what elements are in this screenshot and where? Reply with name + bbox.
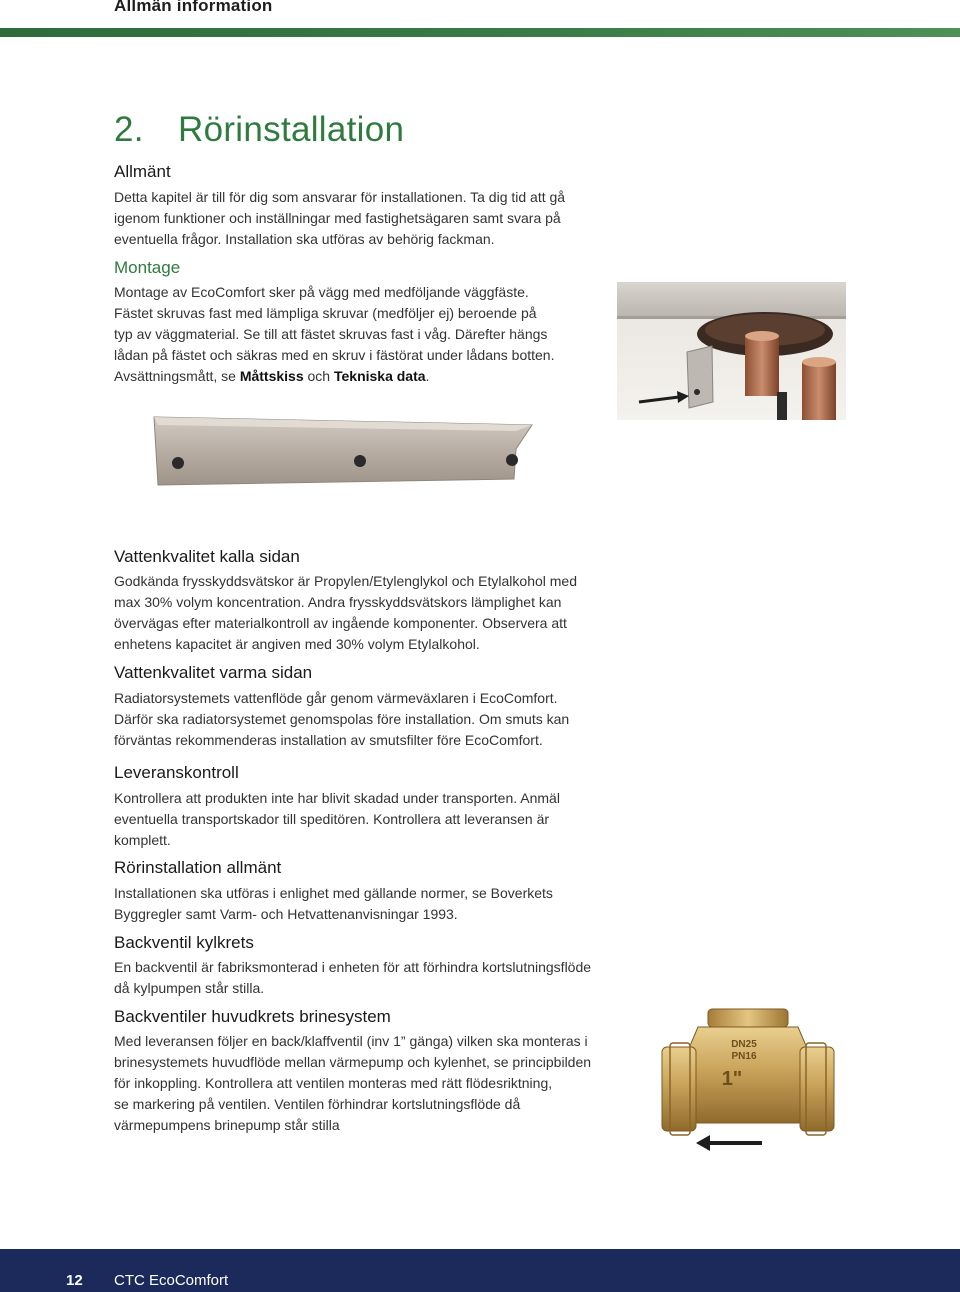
text-fragment: . bbox=[425, 368, 430, 384]
text-line: enhetens kapacitet är angiven med 30% volym Etylalkohol. bbox=[114, 636, 480, 652]
paragraph-montage bbox=[114, 282, 554, 387]
heading-vattenkvalitet-kalla: Vattenkvalitet kalla sidan bbox=[114, 547, 300, 566]
text-line: Detta kapitel är till för dig som ansvarar för installationen. Ta dig tid att gå bbox=[114, 189, 566, 205]
header-bar bbox=[0, 28, 960, 37]
chapter-title: Rörinstallation bbox=[178, 110, 405, 149]
text-line: eventuella transportskador till speditören. Kontrollera att leveransen är bbox=[114, 811, 550, 827]
text-line: Kontrollera att produkten inte har blivit skadad under transporten. Anmäl bbox=[114, 790, 560, 806]
text-line: Byggregler samt Varm- och Hetvattenanvisningar 1993. bbox=[114, 906, 458, 922]
wall-bracket-photo bbox=[152, 415, 534, 487]
text-line: eventuella frågor. Installation ska utföras av behörig fackman. bbox=[114, 231, 495, 247]
text-line: Radiatorsystemets vattenflöde går genom värmeväxlaren i EcoComfort. bbox=[114, 690, 558, 706]
paragraph-backventiler-huvudkrets bbox=[114, 1031, 591, 1136]
heading-vattenkvalitet-varma: Vattenkvalitet varma sidan bbox=[114, 663, 313, 682]
flow-direction-arrow-icon bbox=[696, 1135, 710, 1151]
text-line: Med leveransen följer en back/klaffventil (inv 1” gänga) vilken ska monteras i bbox=[114, 1033, 588, 1049]
footer-brand: CTC EcoComfort bbox=[114, 1272, 229, 1289]
valve-marking-pn: PN16 bbox=[731, 1051, 757, 1062]
text-line: brinesystemets huvudflöde mellan värmepump och kylenhet, se principbilden bbox=[114, 1054, 592, 1070]
text-line: lådan på fästet och säkras med en skruv i fästörat under lådans botten. bbox=[114, 347, 555, 363]
paragraph-kalla bbox=[114, 571, 577, 655]
text-line: se markering på ventilen. Ventilen förhindrar kortslutningsflöde då bbox=[114, 1096, 521, 1112]
link-mattskiss: Måttskiss bbox=[239, 368, 304, 384]
page-number: 12 bbox=[66, 1272, 83, 1289]
heading-backventiler-huvudkrets: Backventiler huvudkrets brinesystem bbox=[114, 1007, 391, 1026]
heading-rorinstallation-allmant: Rörinstallation allmänt bbox=[114, 858, 282, 877]
text-line: Installationen ska utföras i enlighet med gällande normer, se Boverkets bbox=[114, 885, 553, 901]
check-valve-photo bbox=[660, 1005, 836, 1163]
text-line: typ av väggmaterial. Se till att fästet skruvas fast i våg. Därefter hängs bbox=[114, 326, 548, 342]
text-line: max 30% volym koncentration. Andra frysskyddsvätskors lämplighet kan bbox=[114, 594, 562, 610]
text-line: värmepumpens brinepump står stilla bbox=[114, 1117, 340, 1133]
text-line: igenom funktioner och inställningar med fastighetsägaren samt svara på bbox=[114, 210, 561, 226]
link-tekniska-data: Tekniska data bbox=[333, 368, 426, 384]
text-line: komplett. bbox=[114, 832, 171, 848]
text-fragment: Avsättningsmått, se bbox=[114, 368, 240, 384]
text-line: för inkoppling. Kontrollera att ventilen monteras med rätt flödesriktning, bbox=[114, 1075, 553, 1091]
text-line: då kylpumpen står stilla. bbox=[114, 980, 265, 996]
header-title: Allmän information bbox=[114, 0, 273, 15]
chapter-number: 2. bbox=[114, 110, 144, 149]
text-line: En backventil är fabriksmonterad i enheten för att förhindra kortslutningsflöde bbox=[114, 959, 592, 975]
text-line bbox=[114, 366, 554, 387]
text-line: Montage av EcoComfort sker på vägg med medföljande väggfäste. bbox=[114, 284, 529, 300]
valve-marking-dn: DN25 bbox=[731, 1039, 757, 1050]
text-line: Därför ska radiatorsystemet genomspolas före installation. Om smuts kan bbox=[114, 711, 570, 727]
heading-allmant: Allmänt bbox=[114, 162, 171, 181]
paragraph-leverans bbox=[114, 788, 560, 851]
heading-leveranskontroll: Leveranskontroll bbox=[114, 763, 239, 782]
paragraph-rorinstallation bbox=[114, 883, 553, 925]
paragraph-varma bbox=[114, 688, 569, 751]
heading-backventil-kylkrets: Backventil kylkrets bbox=[114, 933, 254, 952]
page-title bbox=[114, 110, 404, 150]
text-line: Fästet skruvas fast med lämpliga skruvar (medföljer ej) beroende på bbox=[114, 305, 537, 321]
text-fragment: och bbox=[303, 368, 334, 384]
heading-montage: Montage bbox=[114, 258, 181, 277]
text-line: förväntas rekommenderas installation av smutsfilter före EcoComfort. bbox=[114, 732, 543, 748]
paragraph-allmant bbox=[114, 187, 565, 250]
wall-mount-photo bbox=[617, 282, 846, 420]
valve-marking-size: 1" bbox=[721, 1068, 743, 1090]
text-line: övervägas efter materialkontroll av ingående komponenter. Observera att bbox=[114, 615, 567, 631]
paragraph-backventil-kylkrets bbox=[114, 957, 591, 999]
text-line: Godkända frysskyddsvätskor är Propylen/Etylenglykol och Etylalkohol med bbox=[114, 573, 577, 589]
